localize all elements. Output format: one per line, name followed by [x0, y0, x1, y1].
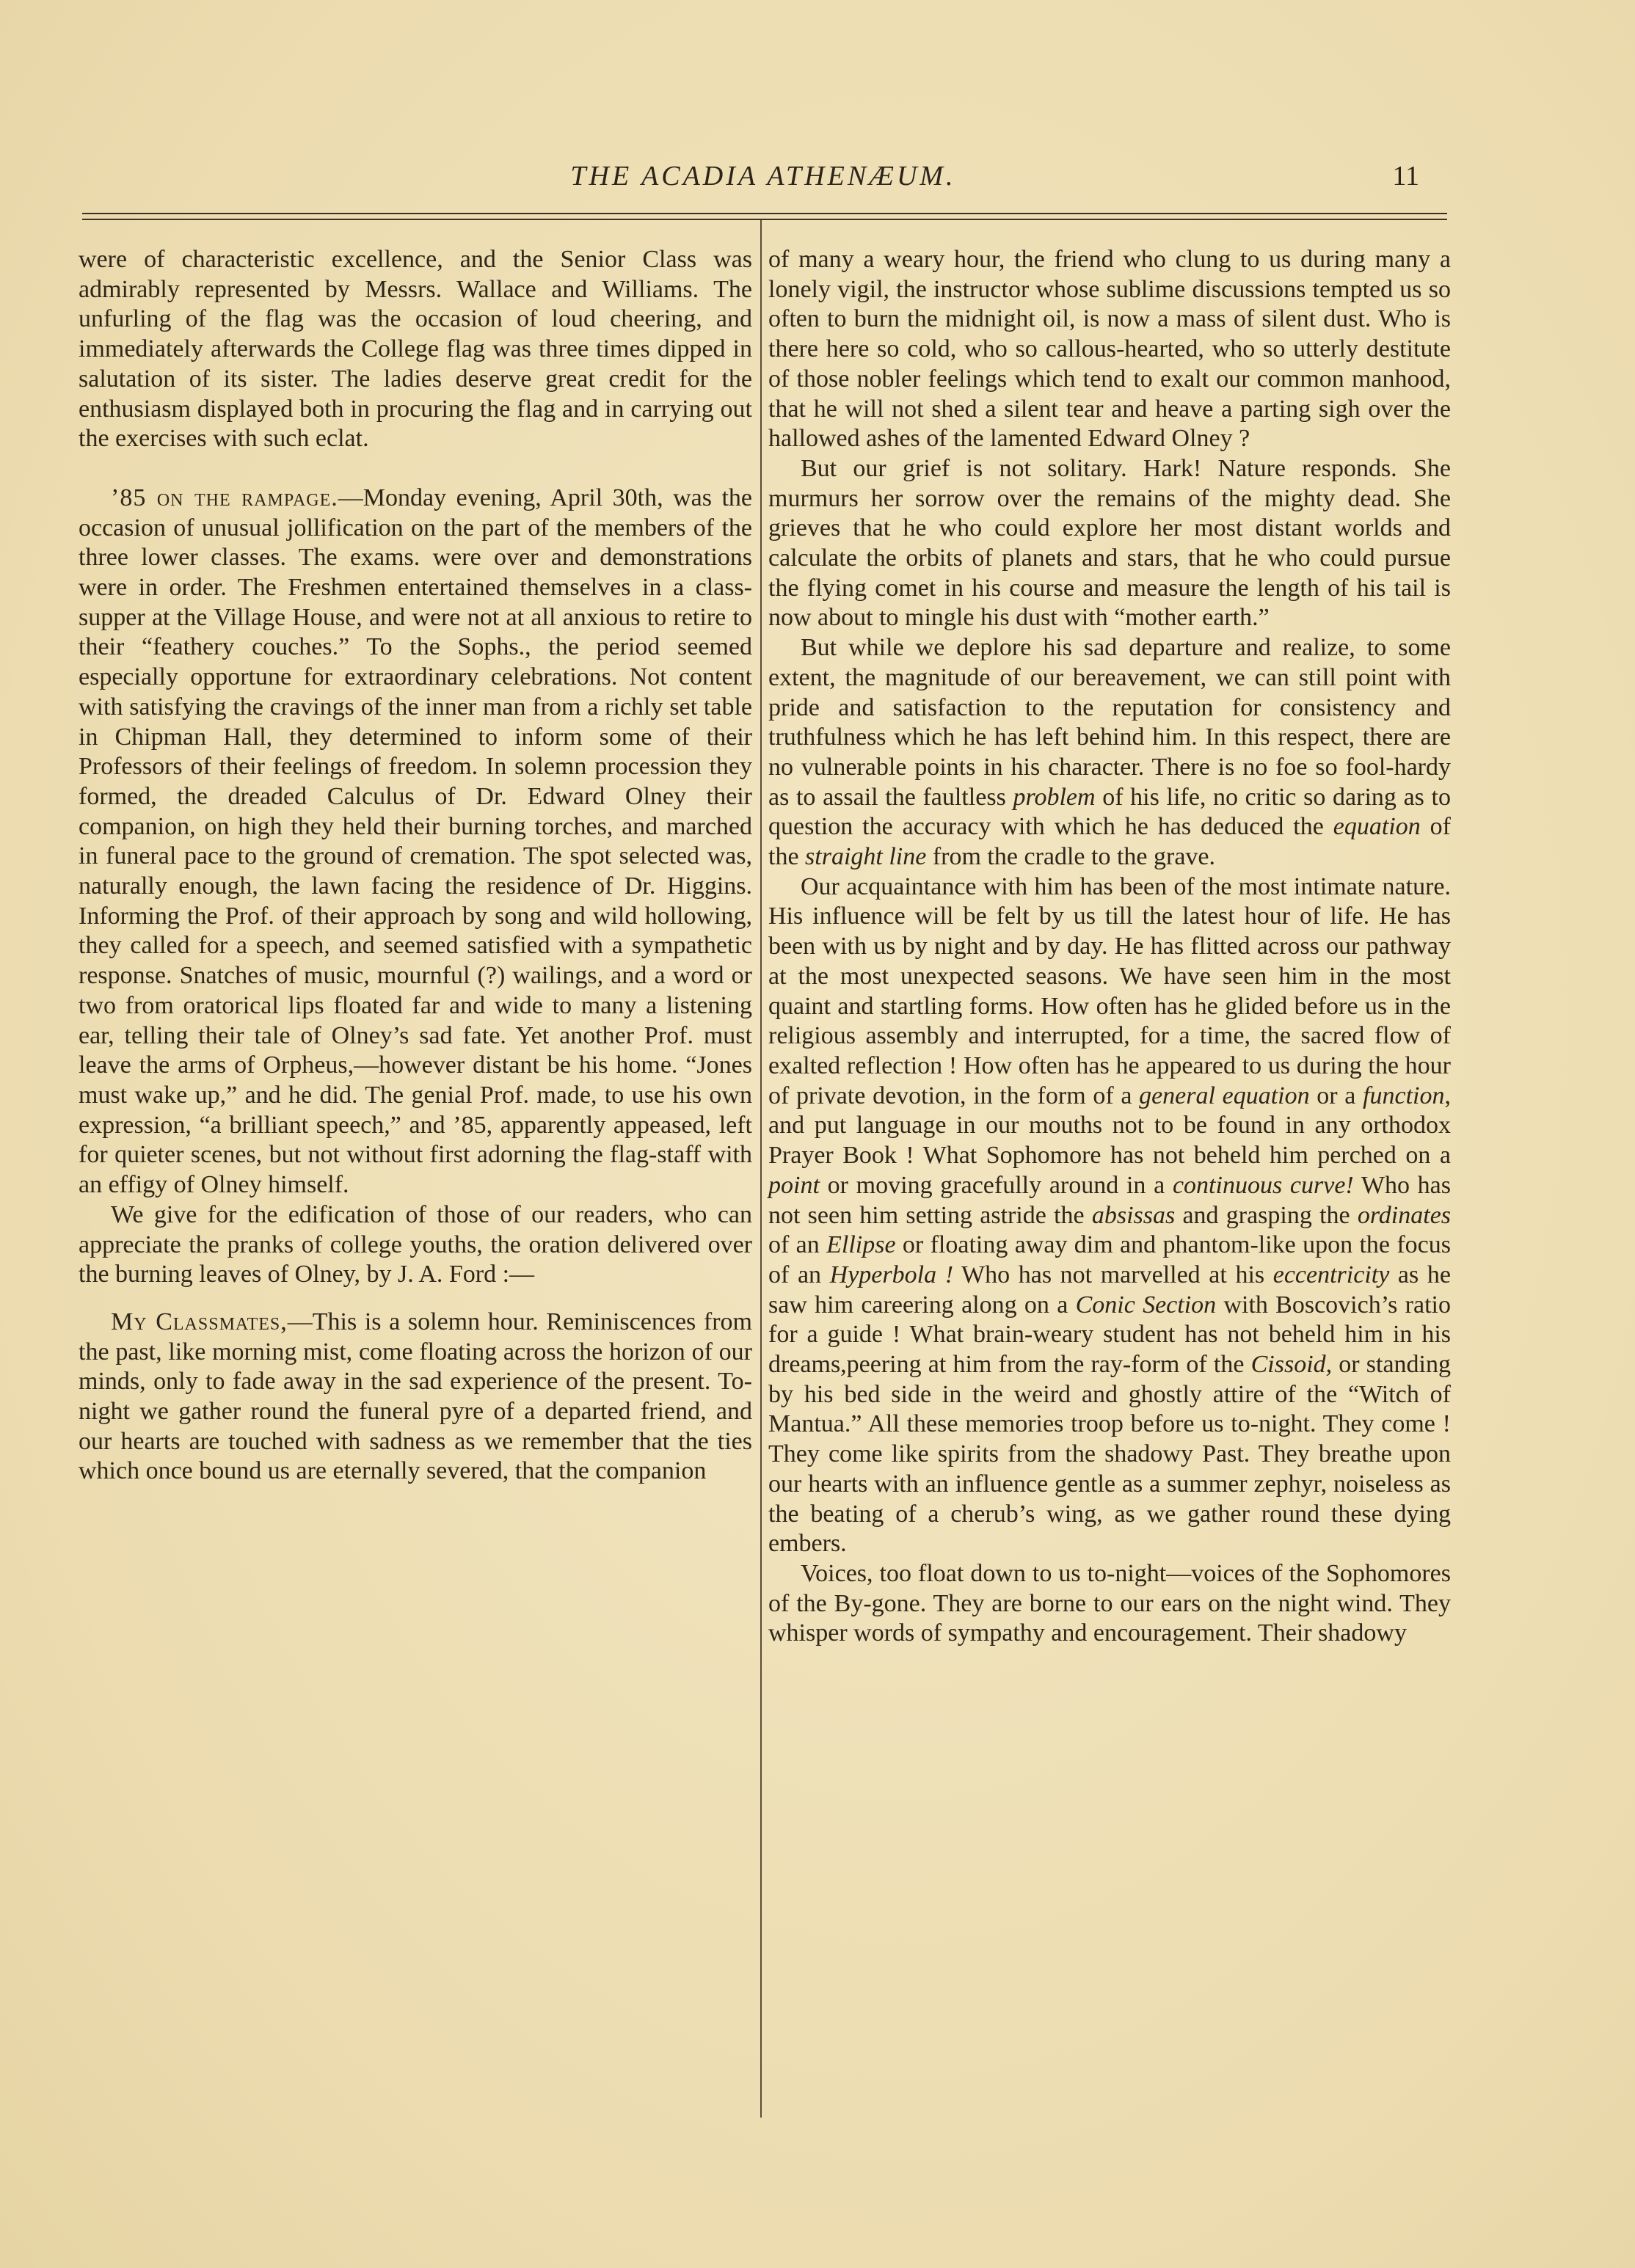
paragraph-acquaintance — [768, 872, 1451, 1559]
paragraph-oration-intro: We give for the edification of those of our readers, who can appreciate the pranks of college youths, the oration delivered over the burning leaves of Olney, by J. A. Ford :— — [79, 1200, 752, 1288]
text-run: with Boscovich’s ratio for a guide ! What brain-weary student has not beheld him in his dreams,peering at him from the ray-form of the — [768, 1291, 1451, 1379]
oration-salutation: My Classmates, — [111, 1308, 288, 1335]
paragraph-oration-start — [79, 1308, 752, 1487]
paragraph-reputation — [768, 633, 1451, 872]
paragraph-flag-ceremony: were of characteristic excellence, and the Senior Class was admirably represented by Messrs. Wallace and Williams. The unfurling of the flag was the occasion of loud cheering, and immediately afterwards the College flag was three times dipped in salutation of its sister. The ladies deserve great credit for the enthusiasm displayed both in procuring the flag and in carrying out the exercises with such eclat. — [79, 246, 752, 453]
paragraph-nature-responds: But our grief is not solitary. Hark! Nature responds. She murmurs her sorrow over the remains of the mighty dead. She grieves that he who could explore her most distant worlds and calculate the orbits of planets and stars, that he who could pursue the flying comet in his course and measure the length of his tail is now about to mingle his dust with “mother earth.” — [768, 454, 1451, 632]
text-run: and grasping the — [1175, 1201, 1358, 1229]
paragraph-rampage — [79, 484, 752, 1200]
oration-body: —This is a solemn hour. Reminiscences from the past, like morning mist, come floating across the horizon of our minds, only to fade away in the sad experience of the present. To-night we gather round the funeral pyre of a departed friend, and our hearts are touched with sadness as we remember that the ties which once bound us are eternally severed, that the companion — [79, 1308, 752, 1485]
left-column — [79, 245, 752, 1487]
header-rule-top — [82, 213, 1447, 214]
text-run: , and put language in our mouths not to be found in any orthodox Prayer Book ! What Sophomore has not beheld him perched on a — [768, 1082, 1451, 1170]
text-run: Who has not marvelled at his — [953, 1261, 1273, 1288]
italic-term: Hyperbola ! — [829, 1261, 954, 1288]
italic-term: Cissoid, — [1250, 1351, 1333, 1379]
text-run: from the cradle to the grave. — [926, 843, 1215, 871]
text-run: or floating away dim and phantom-like upon the focus of an — [768, 1231, 1451, 1288]
italic-term: function — [1363, 1082, 1445, 1109]
column-divider — [760, 220, 762, 2118]
page-number: 11 — [1392, 161, 1419, 192]
italic-term: ordinates — [1357, 1201, 1452, 1229]
italic-term: straight line — [805, 843, 927, 871]
text-run: Our acquaintance with him has been of the most intimate nature. His influence will be felt by us till the latest hour of life. He has been with us by night and by day. He has flitted across our pathway at the most unexpected seasons. We have seen him in the most quaint and startling forms. How often has he glided before us in the religious assembly and interrupted, for a time, the sacred flow of exalted reflection ! How often has he appeared to us during the hour of private devotion, in the form of a — [768, 872, 1451, 1109]
text-run: Who has not seen him setting astride the — [768, 1171, 1451, 1229]
running-title: THE ACADIA ATHENÆUM. — [570, 161, 956, 192]
text-run: as he saw him careering along on a — [768, 1261, 1451, 1319]
text-run: of the — [768, 813, 1451, 871]
italic-term: continuous curve! — [1172, 1171, 1354, 1199]
italic-term: absissas — [1091, 1201, 1176, 1229]
italic-term: Ellipse — [826, 1231, 896, 1259]
text-run: of his life, no critic so daring as to question the accuracy with which he has deduced the — [768, 783, 1451, 841]
rampage-heading: ’85 on the rampage. — [111, 484, 338, 511]
paragraph-continuation: of many a weary hour, the friend who clung to us during many a lonely vigil, the instructor whose sublime discussions tempted us so often to burn the midnight oil, is now a mass of silent dust. Who is there here so cold, who so callous-hearted, who so utterly destitute of those nobler feelings which tend to exalt our common manhood, that he will not shed a silent tear and heave a parting sigh over the hallowed ashes of the lamented Edward Olney ? — [768, 246, 1451, 453]
text-run: But while we deplore his sad departure and realize, to some extent, the magnitude of our bereavement, we can still point with pride and satisfaction to the reputation for consistency and truthfulness which he has left behind him. In this respect, there are no vulnerable points in his character. There is no foe so fool-hardy as to assail the faultless — [768, 634, 1451, 811]
rampage-body: —Monday evening, April 30th, was the occasion of unusual jollification on the part of the members of the three lower classes. The exams. were over and demonstrations were in order. The Freshmen entertained themselves in a class-supper at the Village House, and were not at all anxious to retire to their “feathery couches.” To the Sophs., the period seemed especially opportune for extraordinary celebrations. Not content with satisfying the cravings of the inner man from a richly set table in Chipman Hall, they determined to inform some of their Professors of their feelings of freedom. In solemn procession they formed, the dreaded Calculus of Dr. Edward Olney their companion, on high they held their burning torches, and marched in funeral pace to the ground of cremation. The spot selected was, naturally enough, the lawn facing the residence of Dr. Higgins. Informing the Prof. of their approach by song and wild hollowing, they called for a speech, and seemed satisfied with a sympathetic response. Snatches of music, mournful (?) wailings, and a word or two from oratorical lips floated far and wide to many a listening ear, telling their tale of Olney’s sad fate. Yet another Prof. must leave the arms of Orpheus,—however distant be his home. “Jones must wake up,” and he did. The genial Prof. made, to use his own expression, “a brilliant speech,” and ’85, apparently appeased, left for quieter scenes, but not without first adorning the flag-staff with an effigy of Olney himself. — [79, 484, 752, 1199]
italic-term: general equation — [1139, 1082, 1310, 1109]
italic-term: Conic Section — [1075, 1291, 1217, 1319]
right-column — [768, 245, 1451, 1649]
text-run: or standing by his bed side in the weird and ghostly attire of the “Witch of Mantua.” All these memories troop before us to-night. They come ! They come like spirits from the shadowy Past. They breathe upon our hearts with an influence gentle as a summer zephyr, noiseless as the beating of a cherub’s wing, as we gather round these dying embers. — [768, 1351, 1451, 1558]
text-run: or a — [1309, 1082, 1363, 1109]
page-header — [81, 160, 1446, 204]
italic-term: eccentricity — [1272, 1261, 1390, 1288]
text-run: or moving gracefully around in a — [819, 1171, 1173, 1199]
text-run: of an — [768, 1231, 827, 1259]
paragraph-voices: Voices, too float down to us to-night—voices of the Sophomores of the By-gone. They are borne to our ears on the night wind. They whisper words of sympathy and encouragement. Their shadowy — [768, 1559, 1451, 1647]
italic-term: problem — [1013, 783, 1096, 811]
header-rule-bottom — [82, 219, 1447, 220]
italic-term: point — [768, 1171, 820, 1199]
italic-term: equation — [1333, 813, 1421, 841]
